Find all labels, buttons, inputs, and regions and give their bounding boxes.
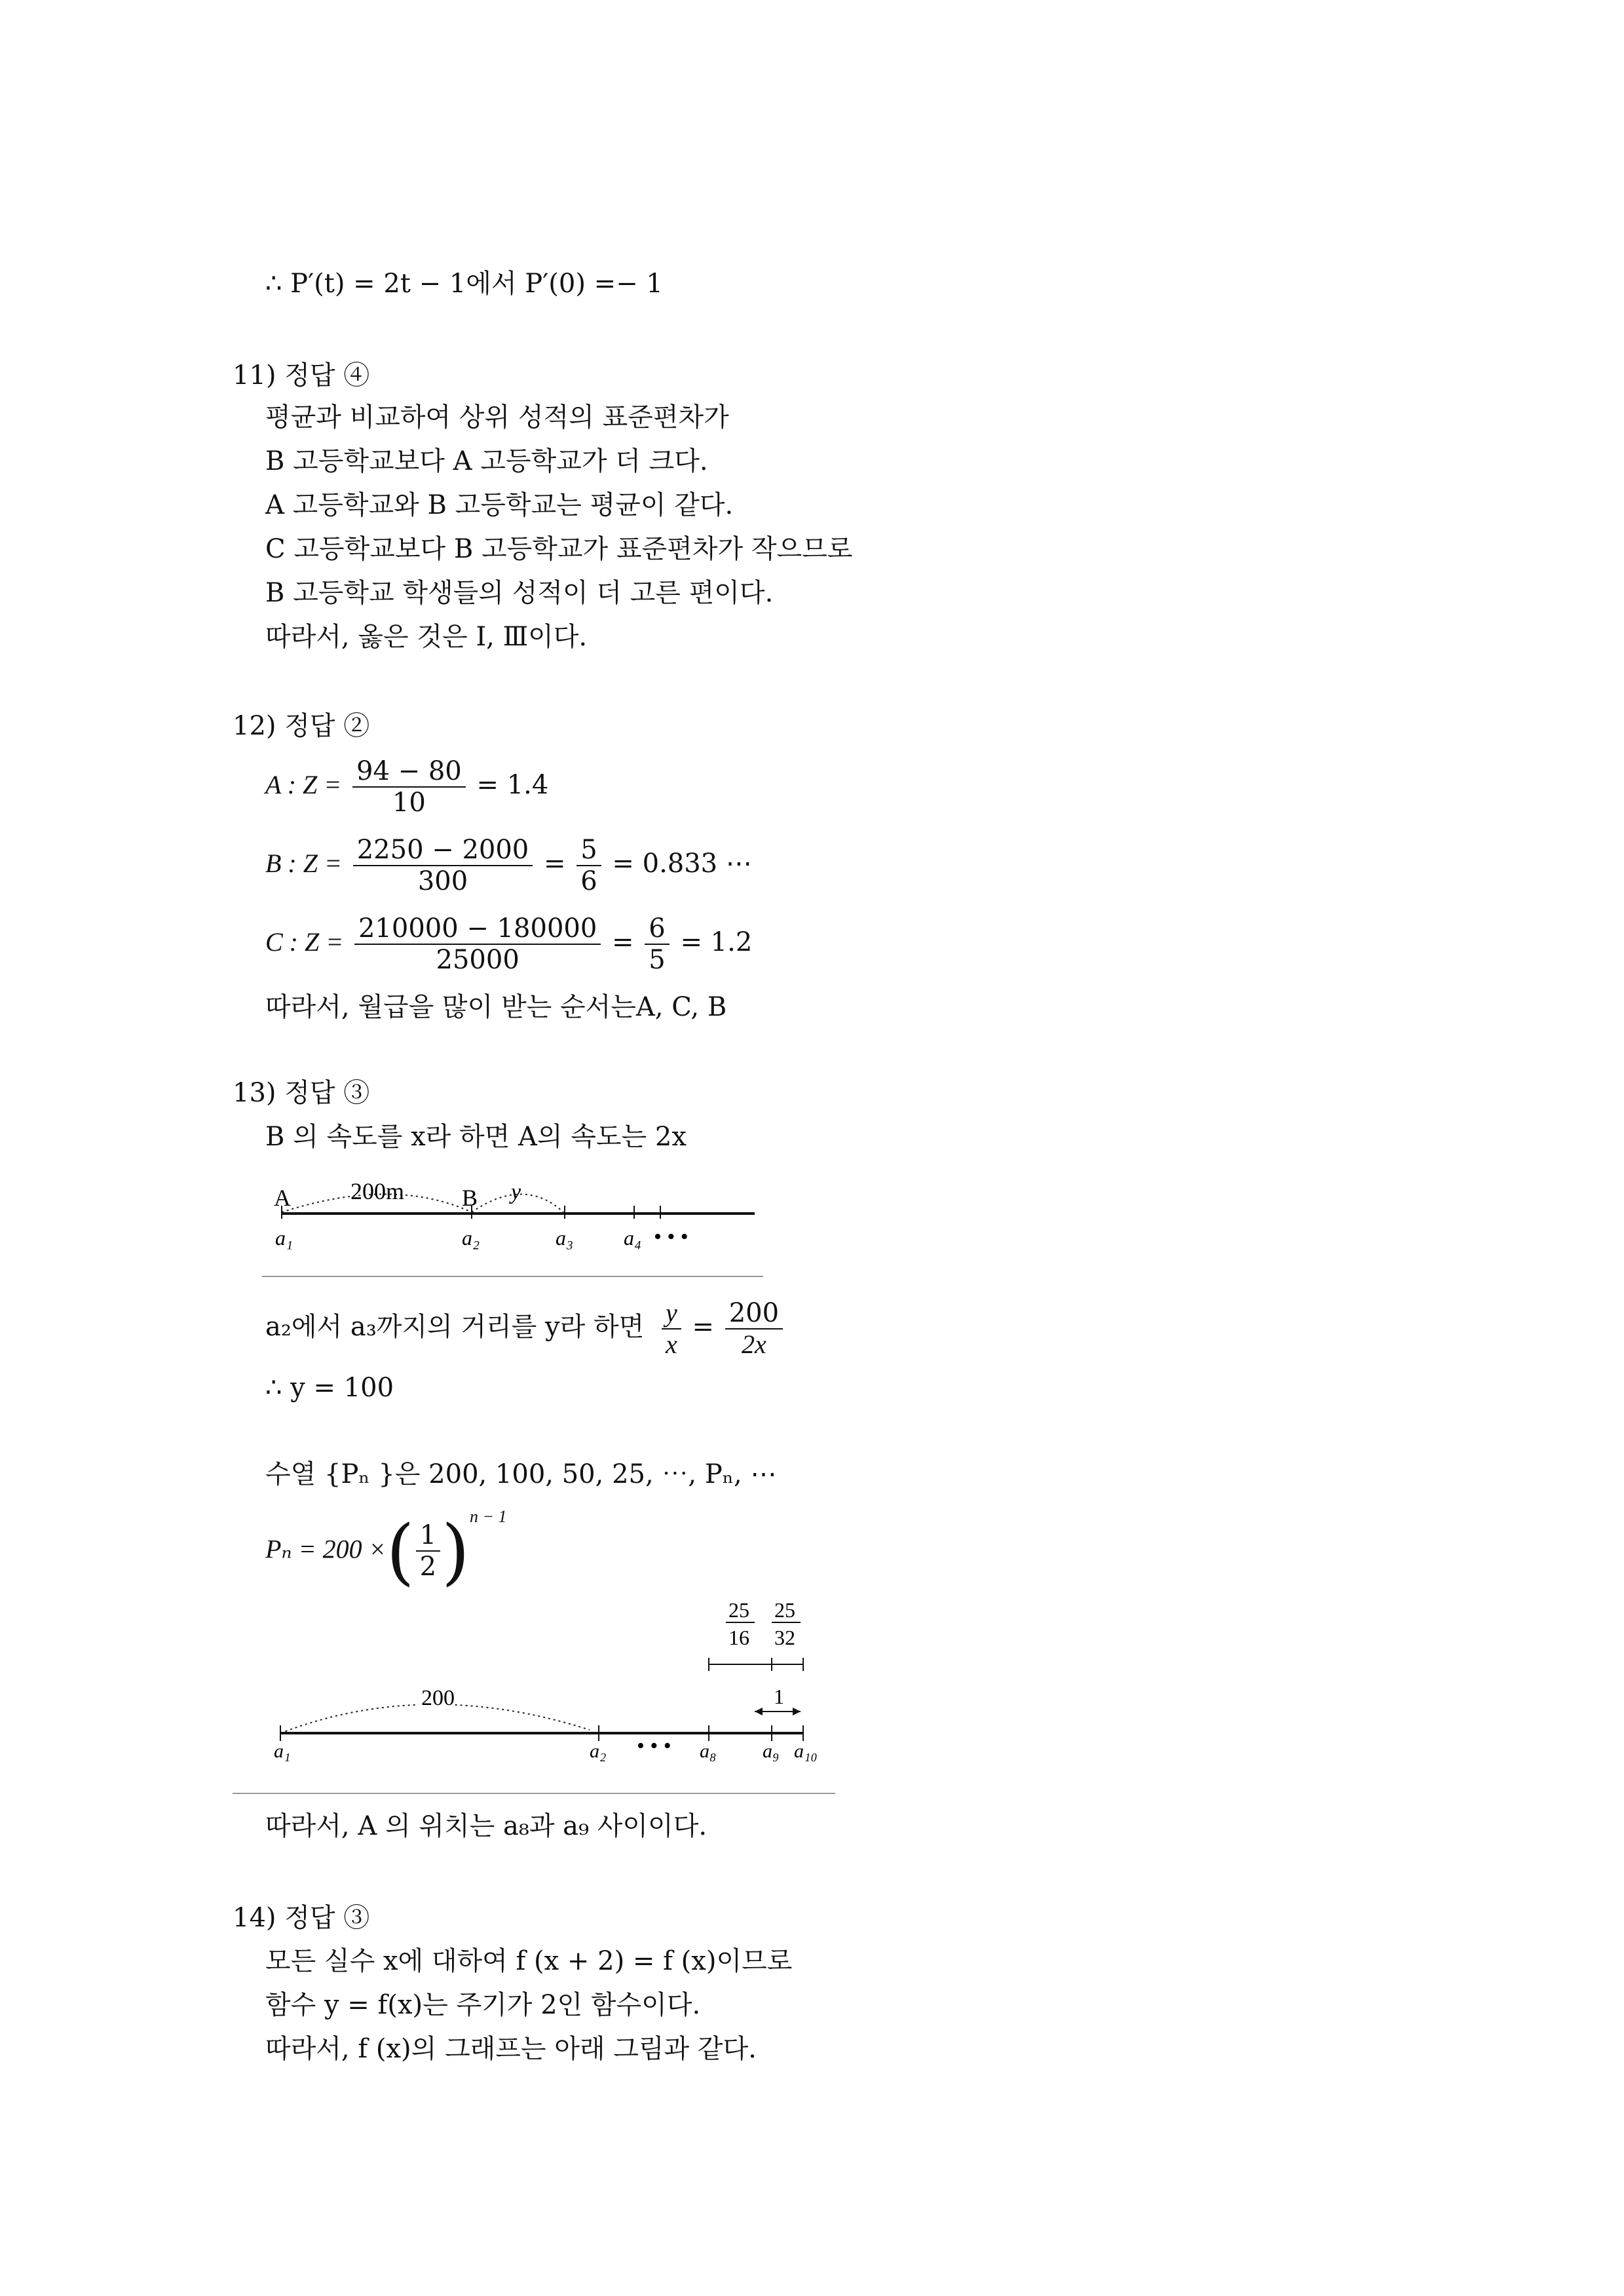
q13-pn-num: 1 [416,1520,440,1552]
q13-ratio-fraction-1 [662,1298,681,1360]
q13-fig2-tick-a1: a₁ [274,1740,291,1762]
q13-fig2-tick-a2: a₂ [590,1740,607,1762]
q11-line-5: B 고등학교 학생들의 성적이 더 고른 편이다. [265,578,774,608]
q12-b-den-2: 6 [580,866,597,896]
q12-a-result: = 1.4 [476,770,549,800]
q13-fig2-label-1: 1 [774,1685,784,1708]
q13-fig2-tick-a8: a₈ [700,1740,717,1762]
q13-fig1-tick-a3: a₃ [556,1226,574,1250]
q13-fig2-tick-a10: a₁₀ [794,1740,818,1762]
q13-fig1-label-y: y [511,1180,521,1204]
q12-a-fraction [352,756,466,818]
q12-b-den: 300 [417,866,468,896]
q13-ratio-den-2: 2x [742,1330,766,1359]
q13-ratio-fraction-2 [725,1298,783,1360]
q13-fig1-tick-a4: a₄ [624,1226,642,1250]
q13-fig2-frac2-num: 25 [774,1598,795,1622]
q12-a-den: 10 [392,788,426,818]
q13-fig2-tick-a9: a₉ [763,1740,780,1762]
q13-ratio-eq: = [692,1312,714,1342]
q12-eq-a [265,752,548,818]
q12-conclusion: 따라서, 월급을 많이 받는 순서는A, C, B [265,992,727,1022]
q12-b-result: = 0.833 ⋯ [612,849,752,879]
q13-conclusion: 따라서, A 의 위치는 a₈과 a₉ 사이이다. [265,1811,708,1841]
q11-line-6: 따라서, 옳은 것은 Ⅰ, Ⅲ이다. [265,622,588,652]
q13-ratio-num-2: 200 [725,1298,783,1330]
q12-c-fraction-2 [645,913,669,975]
q12-a-num: 94 − 80 [352,756,466,788]
q13-fig1-label-A: A [274,1185,291,1211]
q13-fig1-tick-a2: a₂ [462,1226,480,1250]
q13-distance-prefix: a₂에서 a₃까지의 거리를 y라 하면 [265,1312,645,1342]
q12-heading: 12) 정답 ② [233,711,370,741]
q13-ratio-den-1: x [665,1330,677,1359]
q12-eq-b [265,831,752,896]
q13-fig1-tick-a1: a₁ [275,1226,293,1250]
q13-pn-exponent: n − 1 [469,1507,507,1526]
q14-heading: 14) 정답 ③ [233,1903,370,1933]
q12-b-label: B : Z = [265,849,342,878]
q14-line-1: 모든 실수 x에 대하여 f (x + 2) = f (x)이므로 [265,1946,793,1976]
q13-rule-2 [233,1793,835,1794]
q12-a-label: A : Z = [265,770,342,799]
q12-b-num-2: 5 [576,835,601,866]
q13-rule-1 [262,1276,763,1277]
top-result-line: ∴ P′(t) = 2t − 1에서 P′(0) =− 1 [265,269,663,299]
q13-y-result: ∴ y = 100 [265,1373,394,1403]
q13-figure-1 [262,1173,780,1258]
q12-c-eq: = [612,927,634,957]
q12-c-den-2: 5 [649,945,666,975]
q12-c-fraction [354,913,601,975]
q12-c-result: = 1.2 [680,927,753,957]
q12-c-num-2: 6 [645,913,669,945]
q11-line-1: 평균과 비교하여 상위 성적의 표준편차가 [265,402,729,432]
q13-line-1: B 의 속도를 x라 하면 A의 속도는 2x [265,1122,687,1152]
q13-pn-den: 2 [419,1552,437,1582]
q13-figure-2 [262,1592,832,1763]
q12-eq-c [265,909,752,975]
q13-distance-line [265,1294,785,1360]
q13-heading: 13) 정답 ③ [233,1078,370,1108]
q13-pn-left-paren: ( [386,1509,415,1594]
q13-pn-lhs: Pₙ = 200 × [265,1534,387,1564]
q12-c-num: 210000 − 180000 [354,913,601,945]
q11-line-4: C 고등학교보다 B 고등학교가 표준편차가 작으므로 [265,534,853,564]
q13-pn-right-paren: ) [442,1509,470,1594]
q12-b-eq: = [543,849,566,879]
q13-fig1-dots: • • • [654,1225,689,1249]
q11-line-2: B 고등학교보다 A 고등학교가 더 크다. [265,446,708,476]
q13-pn-formula [265,1501,506,1592]
q12-b-fraction [353,835,533,896]
q11-line-3: A 고등학교와 B 고등학교는 평균이 같다. [265,490,734,520]
q13-fig2-frac2-den: 32 [774,1626,795,1649]
q12-b-num: 2250 − 2000 [353,835,533,866]
q12-c-label: C : Z = [265,927,344,957]
q13-fig2-frac1-den: 16 [728,1626,749,1649]
q11-heading: 11) 정답 ④ [233,360,370,391]
q12-c-den: 25000 [436,945,519,975]
q13-ratio-num-1: y [662,1298,681,1330]
q13-fig2-dots: • • • [637,1734,671,1758]
q13-fig1-label-200m: 200m [350,1178,405,1204]
q13-fig2-label-200: 200 [421,1686,455,1710]
q12-b-fraction-2 [576,835,601,896]
q13-fig1-label-B: B [462,1185,478,1211]
q13-pn-fraction [416,1520,440,1582]
q13-sequence: 수열 {Pₙ }은 200, 100, 50, 25, ⋯, Pₙ, ⋯ [265,1459,777,1489]
q14-line-2: 함수 y = f(x)는 주기가 2인 함수이다. [265,1990,701,2020]
q13-fig2-frac1-num: 25 [728,1598,749,1622]
q14-line-3: 따라서, f (x)의 그래프는 아래 그림과 같다. [265,2034,757,2064]
